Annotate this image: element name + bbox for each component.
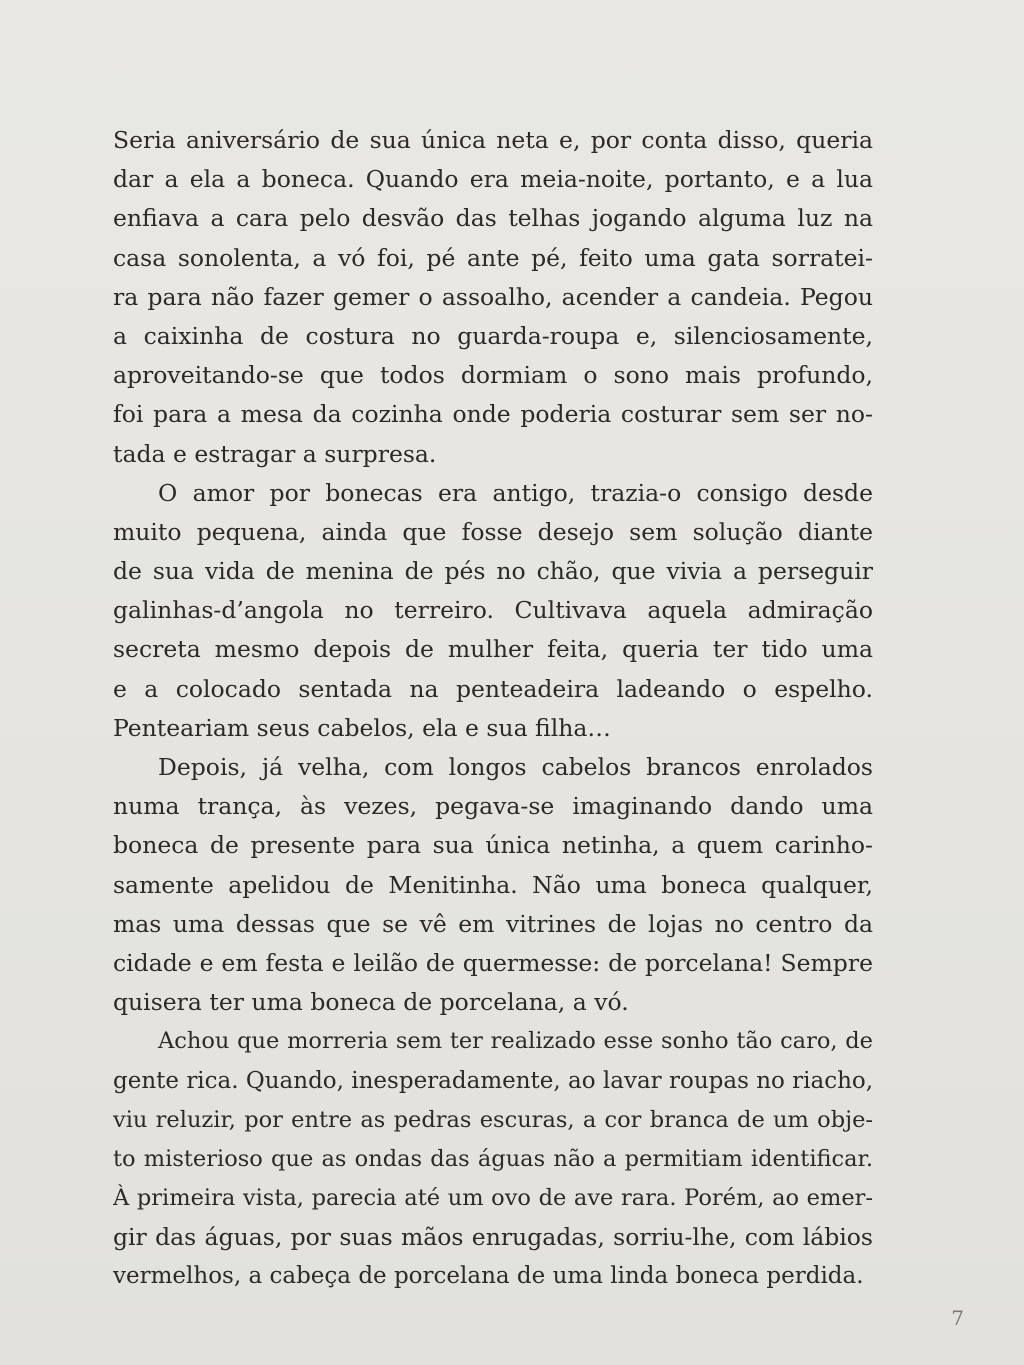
text-line: dar a ela a boneca. Quando era meia-noite, portanto, e a lua	[113, 165, 873, 194]
text-line: Penteariam seus cabelos, ela e sua filha…	[113, 713, 611, 742]
text-line: gente rica. Quando, inesperadamente, ao lavar roupas no riacho,	[113, 1067, 873, 1094]
paragraph	[113, 121, 873, 474]
body-text	[113, 121, 873, 1297]
text-line: Depois, já velha, com longos cabelos brancos enrolados	[158, 753, 873, 781]
text-line: de sua vida de menina de pés no chão, que vivia a perseguir	[113, 557, 873, 586]
text-line: viu reluzir, por entre as pedras escuras, a cor branca de um obje-	[113, 1106, 873, 1133]
text-line: mas uma dessas que se vê em vitrines de lojas no centro da	[113, 909, 873, 938]
text-line: gir das águas, por suas mãos enrugadas, sorriu-lhe, com lábios	[113, 1223, 873, 1252]
text-line: galinhas-d’angola no terreiro. Cultivava aquela admiração	[113, 596, 873, 625]
text-line: vermelhos, a cabeça de porcelana de uma linda boneca perdida.	[113, 1263, 864, 1290]
page-number: 7	[951, 1306, 964, 1330]
text-line: boneca de presente para sua única netinha, a quem carinho-	[113, 831, 873, 860]
text-line: casa sonolenta, a vó foi, pé ante pé, feito uma gata sorratei-	[113, 243, 873, 272]
text-line: a caixinha de costura no guarda-roupa e, silenciosamente,	[113, 321, 873, 350]
text-line: ra para não fazer gemer o assoalho, acender a candeia. Pegou	[113, 282, 873, 311]
text-line: muito pequena, ainda que fosse desejo sem solução diante	[113, 517, 873, 546]
text-line: Seria aniversário de sua única neta e, por conta disso, queria	[113, 126, 873, 154]
paragraph	[113, 748, 873, 1022]
text-line: foi para a mesa da cozinha onde poderia costurar sem ser no-	[113, 400, 873, 429]
text-line: numa trança, às vezes, pegava-se imaginando dando uma	[113, 792, 873, 821]
text-line: samente apelidou de Menitinha. Não uma boneca qualquer,	[113, 870, 873, 899]
text-line: O amor por bonecas era antigo, trazia-o consigo desde	[158, 478, 873, 507]
text-line: quisera ter uma boneca de porcelana, a vó.	[113, 988, 629, 1017]
text-line: enfiava a cara pelo desvão das telhas jogando alguma luz na	[113, 204, 873, 233]
text-line: to misterioso que as ondas das águas não a permitiam identificar.	[113, 1145, 873, 1172]
paragraph	[113, 474, 873, 748]
text-line: Achou que morreria sem ter realizado esse sonho tão caro, de	[158, 1028, 873, 1055]
text-line: cidade e em festa e leilão de quermesse: de porcelana! Sempre	[113, 948, 873, 977]
text-line: e a colocado sentada na penteadeira ladeando o espelho.	[113, 674, 873, 703]
text-line: secreta mesmo depois de mulher feita, queria ter tido uma	[113, 635, 873, 664]
text-line: aproveitando-se que todos dormiam o sono mais profundo,	[113, 361, 873, 390]
text-line: À primeira vista, parecia até um ovo de ave rara. Porém, ao emer-	[113, 1185, 873, 1212]
text-line: tada e estragar a surpresa.	[113, 439, 437, 468]
paragraph	[113, 1022, 873, 1296]
